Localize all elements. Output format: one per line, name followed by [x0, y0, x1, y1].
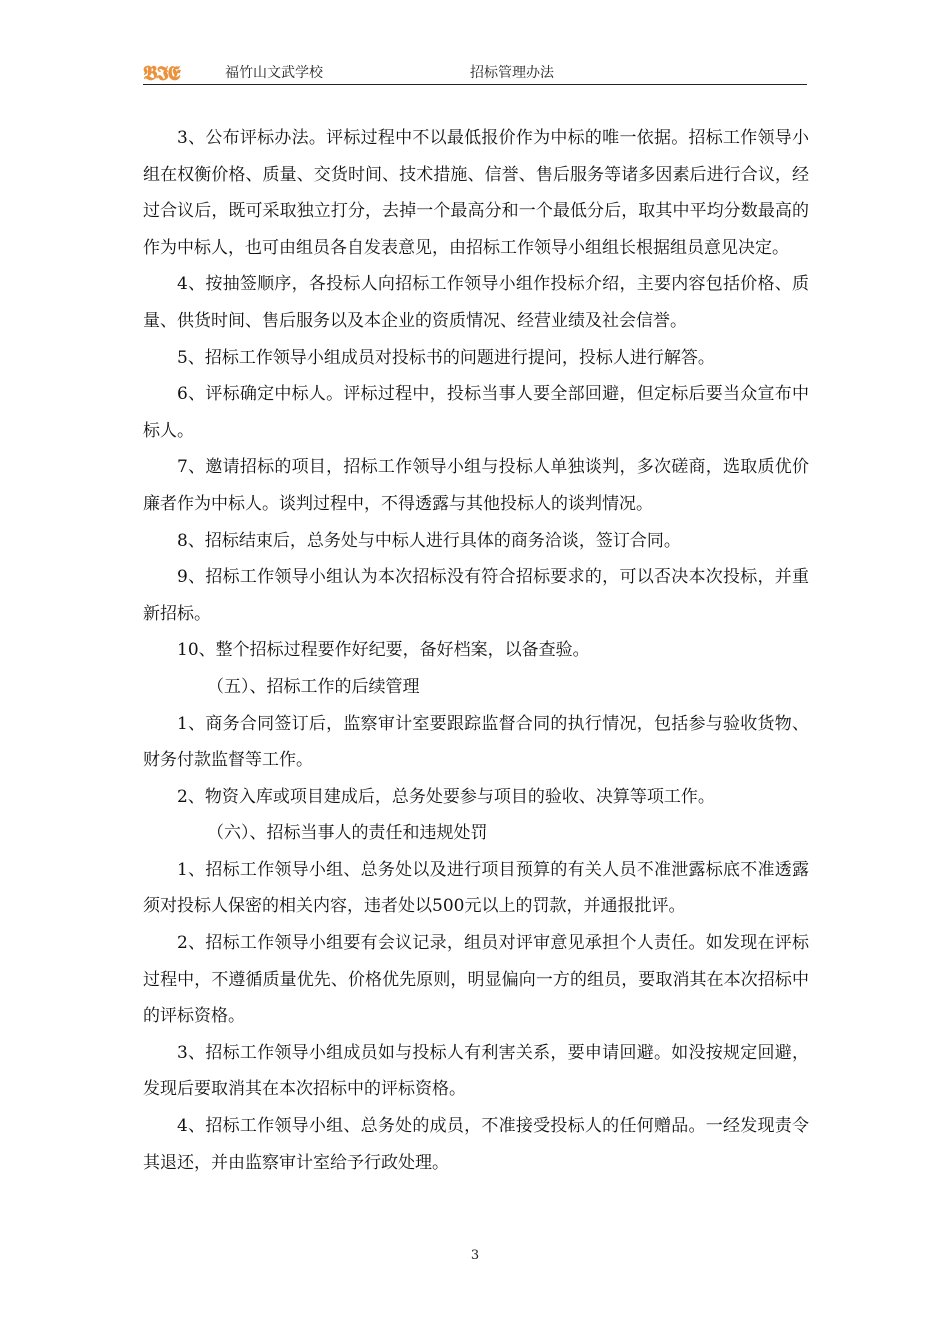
paragraph-penalty-3: 3、招标工作领导小组成员如与投标人有利害关系，要申请回避。如没按规定回避，发现后要取消其在本次招标中的评标资格。: [143, 1042, 809, 1100]
section-heading-6: （六）、招标当事人的责任和违规处罚: [207, 823, 488, 844]
paragraph-item-3: 3、公布评标办法。评标过程中不以最低报价作为中标的唯一依据。招标工作领导小组在权衡价格、质量、交货时间、技术措施、信誉、售后服务等诸多因素后进行合议，经过合议后，既可采取独立打分，去掉一个最高分和一个最低分后，取其中平均分数最高的作为中标人，也可由组员各自发表意见，由招标工作领导小组组长根据组员意见决定。: [143, 128, 809, 258]
paragraph-followup-1: 1、商务合同签订后，监察审计室要跟踪监督合同的执行情况，包括参与验收货物、财务付款监督等工作。: [143, 713, 809, 771]
paragraph-penalty-2: 2、招标工作领导小组要有会议记录，组员对评审意见承担个人责任。如发现在评标过程中，不遵循质量优先、价格优先原则，明显偏向一方的组员，要取消其在本次招标中的评标资格。: [143, 933, 809, 1027]
paragraph-item-7: 7、邀请招标的项目，招标工作领导小组与投标人单独谈判，多次磋商，选取质优价廉者作为中标人。谈判过程中，不得透露与其他投标人的谈判情况。: [143, 457, 809, 514]
paragraph-item-10: 10、整个招标过程要作好纪要，备好档案，以备查验。: [177, 640, 590, 661]
paragraph-penalty-4: 4、招标工作领导小组、总务处的成员，不准接受投标人的任何赠品。一经发现责令其退还，并由监察审计室给予行政处理。: [143, 1116, 809, 1173]
header-divider: [143, 84, 807, 85]
paragraph-item-4: 4、按抽签顺序，各投标人向招标工作领导小组作投标介绍，主要内容包括价格、质量、供货时间、售后服务以及本企业的资质情况、经营业绩及社会信誉。: [143, 274, 809, 331]
document-title: 招标管理办法: [470, 65, 554, 81]
paragraph-item-6: 6、评标确定中标人。评标过程中，投标当事人要全部回避，但定标后要当众宣布中标人。: [143, 384, 809, 441]
paragraph-item-9: 9、招标工作领导小组认为本次招标没有符合招标要求的，可以否决本次投标，并重新招标。: [143, 567, 809, 624]
page-header: [143, 62, 807, 86]
school-name: 福竹山文武学校: [225, 65, 323, 81]
page-number: 3: [470, 1248, 480, 1263]
paragraph-followup-2: 2、物资入库或项目建成后，总务处要参与项目的验收、决算等项工作。: [177, 786, 715, 807]
section-heading-5: （五）、招标工作的后续管理: [207, 676, 420, 697]
school-logo: 𝕭𝕴𝕰: [143, 61, 180, 85]
document-body: [143, 120, 809, 1181]
paragraph-item-8: 8、招标结束后，总务处与中标人进行具体的商务洽谈，签订合同。: [177, 530, 681, 551]
paragraph-penalty-1: 1、招标工作领导小组、总务处以及进行项目预算的有关人员不准泄露标底不准透露须对投标人保密的相关内容，违者处以500元以上的罚款，并通报批评。: [143, 859, 809, 917]
paragraph-item-5: 5、招标工作领导小组成员对投标书的问题进行提问，投标人进行解答。: [177, 347, 715, 368]
